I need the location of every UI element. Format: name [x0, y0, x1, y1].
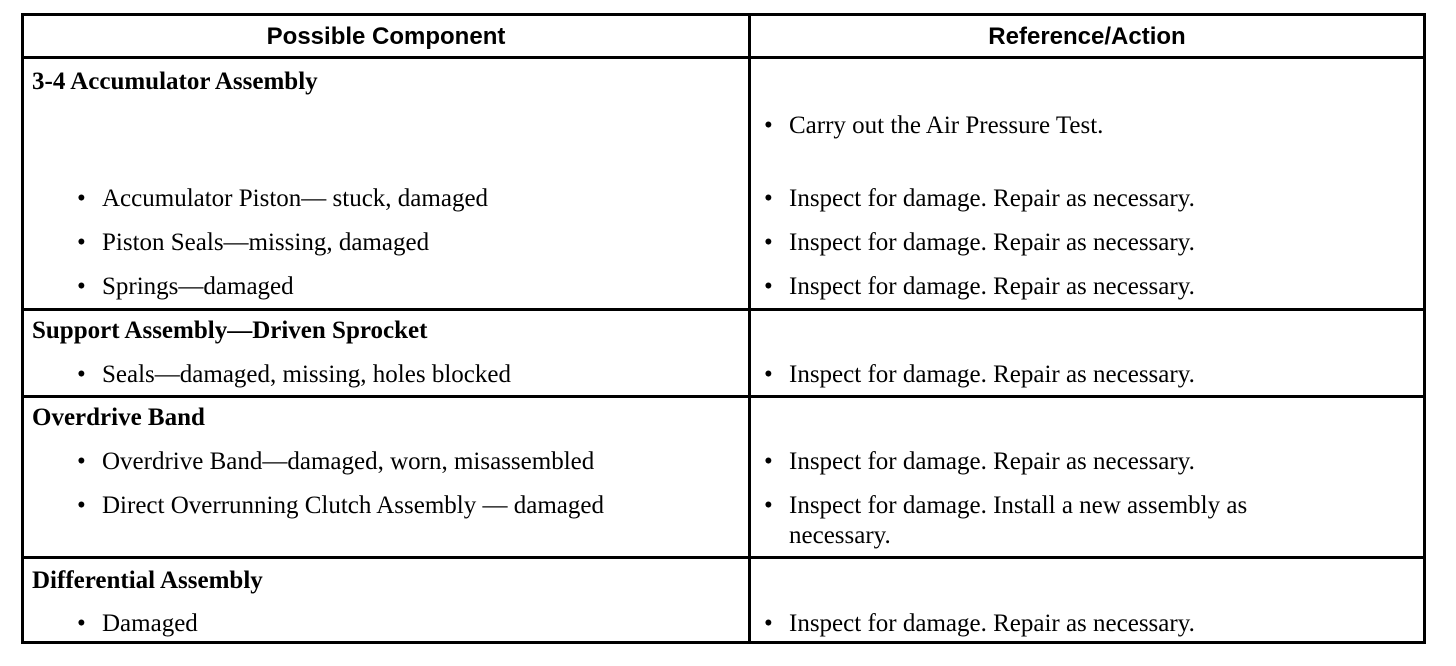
header-divider [24, 56, 1423, 59]
component-overdrive-band: • Overdrive Band—damaged, worn, misassembled [77, 448, 595, 475]
action-air-pressure-test: • Carry out the Air Pressure Test. [764, 112, 1104, 139]
component-springs: • Springs—damaged [77, 273, 294, 300]
column-divider [748, 16, 751, 641]
bullet-icon: • [77, 273, 86, 300]
section-divider [24, 395, 1423, 398]
action-piston-seals: • Inspect for damage. Repair as necessary. [764, 229, 1195, 256]
component-damaged: • Damaged [77, 610, 198, 637]
diagnosis-table [21, 13, 1426, 644]
action-springs: • Inspect for damage. Repair as necessary. [764, 273, 1195, 300]
header-possible-component: Possible Component [266, 23, 506, 50]
bullet-icon: • [77, 361, 86, 388]
bullet-icon: • [764, 610, 773, 637]
bullet-icon: • [764, 229, 773, 256]
bullet-icon: • [77, 492, 86, 519]
bullet-icon: • [764, 448, 773, 475]
bullet-icon: • [764, 185, 773, 212]
section-title-differential-assembly: Differential Assembly [32, 567, 263, 594]
action-overdrive-band: • Inspect for damage. Repair as necessary. [764, 448, 1195, 475]
bullet-icon: • [764, 273, 773, 300]
section-title-support-assembly: Support Assembly—Driven Sprocket [32, 317, 428, 344]
bullet-icon: • [764, 492, 773, 519]
section-divider [24, 556, 1423, 559]
action-seals: • Inspect for damage. Repair as necessary. [764, 361, 1195, 388]
bullet-icon: • [77, 229, 86, 256]
bullet-icon: • [77, 610, 86, 637]
bullet-icon: • [77, 185, 86, 212]
component-direct-overrunning-clutch: • Direct Overrunning Clutch Assembly — damaged [77, 492, 604, 519]
bullet-icon: • [77, 448, 86, 475]
bullet-icon: • [764, 361, 773, 388]
section-title-overdrive-band: Overdrive Band [32, 404, 205, 431]
section-divider [24, 308, 1423, 311]
action-differential: • Inspect for damage. Repair as necessary. [764, 610, 1195, 637]
action-accumulator-piston: • Inspect for damage. Repair as necessary. [764, 185, 1195, 212]
header-reference-action: Reference/Action [988, 23, 1186, 50]
component-piston-seals: • Piston Seals—missing, damaged [77, 229, 430, 256]
component-accumulator-piston: • Accumulator Piston— stuck, damaged [77, 185, 489, 212]
action-direct-overrunning-clutch: • Inspect for damage. Install a new assembly as necessary. [764, 492, 1248, 549]
bullet-icon: • [764, 112, 773, 139]
section-title-accumulator: 3-4 Accumulator Assembly [32, 68, 318, 95]
component-seals: • Seals—damaged, missing, holes blocked [77, 361, 511, 388]
